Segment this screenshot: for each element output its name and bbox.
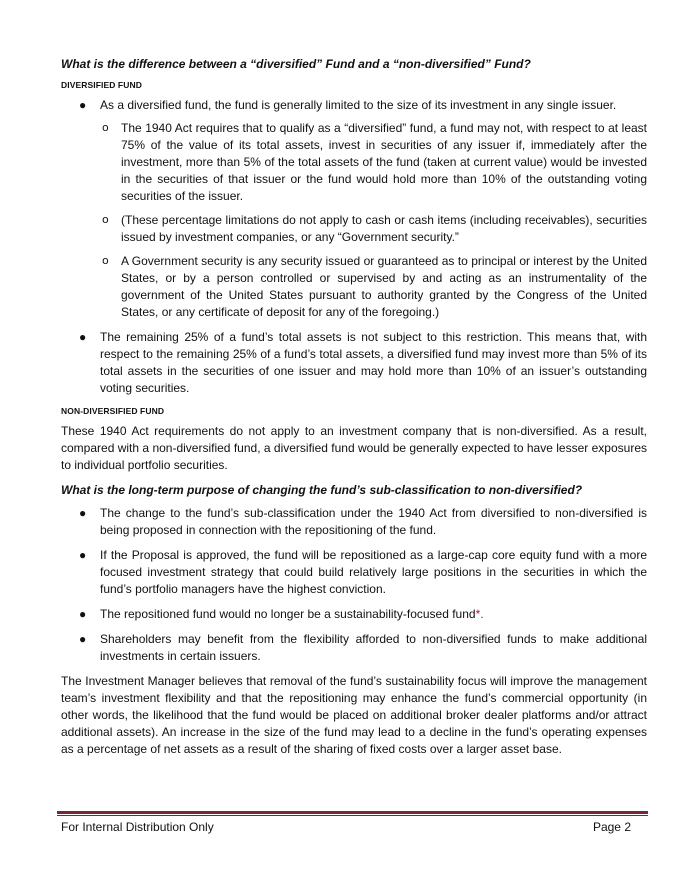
bullet-icon: ●: [79, 548, 87, 562]
sub-list-item: [100, 120, 647, 205]
main-content: [61, 56, 647, 766]
sub-list-item-text: (These percentage limitations do not apply to cash or cash items (including receivables), securities issued by investment companies, or any “Government security.”: [121, 213, 647, 244]
bullet-icon: ●: [79, 607, 87, 621]
list-item-text: The remaining 25% of a fund’s total assets is not subject to this restriction. This means that, with respect to the remaining 25% of a fund’s total assets, a diversified fund may invest more than 5% of its total assets in the securities of one issuer and may hold more than 10% of an issuer’s outstanding voting securities.: [100, 330, 647, 395]
footer-rule-thin: [57, 815, 648, 816]
list-item: [61, 97, 647, 321]
closing-paragraph: The Investment Manager believes that removal of the fund’s sustainability focus will improve the management team’s investment flexibility and that the repositioning may enhance the fund’s commercial opportunity (in other words, the likelihood that the fund would be placed on additional broker dealer platforms and/or attract additional assets). An increase in the size of the fund may lead to a decline in the fund’s operating expenses as a percentage of net assets as a result of the sharing of fixed costs over a larger asset base.: [61, 674, 647, 756]
list-item-text: If the Proposal is approved, the fund will be repositioned as a large-cap core equity fund with a more focused investment strategy that could build relatively large positions in the securities in which the fund’s portfolio managers have the highest conviction.: [100, 548, 647, 596]
non-diversified-paragraph: These 1940 Act requirements do not apply to an investment company that is non-diversified. As a result, compared with a non-diversified fund, a diversified fund would be generally expected to have lesser exposures to individual portfolio securities.: [61, 424, 647, 472]
section-heading-diversified: DIVERSIFIED FUND: [61, 80, 142, 90]
bullet-icon: ●: [79, 330, 87, 344]
list-item: [61, 547, 647, 598]
question-heading-diversified: What is the difference between a “diversified” Fund and a “non-diversified” Fund?: [61, 57, 531, 71]
diversified-bullet-list: [61, 97, 647, 397]
section-heading-non-diversified: NON-DIVERSIFIED FUND: [61, 406, 165, 416]
footer-distribution-note: For Internal Distribution Only: [61, 820, 214, 834]
list-item-text: As a diversified fund, the fund is generally limited to the size of its investment in any single issuer.: [100, 98, 617, 112]
list-item-text: The repositioned fund would no longer be a sustainability-focused fund: [100, 607, 476, 621]
hollow-bullet-icon: o: [102, 254, 109, 267]
sub-list-item: [100, 253, 647, 321]
hollow-bullet-icon: o: [102, 213, 109, 226]
list-item: [61, 505, 647, 539]
sub-list-item-text: A Government security is any security issued or guaranteed as to principal or interest by the United States, or by a person controlled or supervised by and acting as an instrumentality of the government of the United States pursuant to authority granted by the Congress of the United States, or any certificate of deposit for any of the foregoing.): [121, 254, 647, 319]
list-item-text: Shareholders may benefit from the flexibility afforded to non-diversified funds to make additional investments in certain issuers.: [100, 632, 647, 663]
list-item: [61, 329, 647, 397]
sub-list-item: [100, 212, 647, 246]
bullet-icon: ●: [79, 632, 87, 646]
purpose-bullet-list: [61, 505, 647, 665]
bullet-icon: ●: [79, 506, 87, 520]
question-heading-purpose: What is the long-term purpose of changing the fund’s sub-classification to non-diversified?: [61, 483, 583, 497]
diversified-sub-list: [100, 120, 647, 321]
list-item-text: The change to the fund’s sub-classification under the 1940 Act from diversified to non-diversified is being proposed in connection with the repositioning of the fund.: [100, 506, 647, 537]
hollow-bullet-icon: o: [102, 121, 109, 134]
footnote-asterisk: *.: [475, 607, 484, 621]
list-item: [61, 631, 647, 665]
page-number: Page 2: [592, 820, 631, 834]
list-item: [61, 606, 647, 623]
sub-list-item-text: The 1940 Act requires that to qualify as a “diversified” fund, a fund may not, with respect to at least 75% of the value of its total assets, invest in securities of any issuer if, immediately after the investment, more than 5% of the total assets of the fund (taken at current value) would be invested in the securities of that issuer or the fund would hold more than 10% of the outstanding voting securities of the issuer.: [121, 121, 647, 203]
footer-rule-thick: [57, 811, 648, 814]
bullet-icon: ●: [79, 98, 87, 112]
